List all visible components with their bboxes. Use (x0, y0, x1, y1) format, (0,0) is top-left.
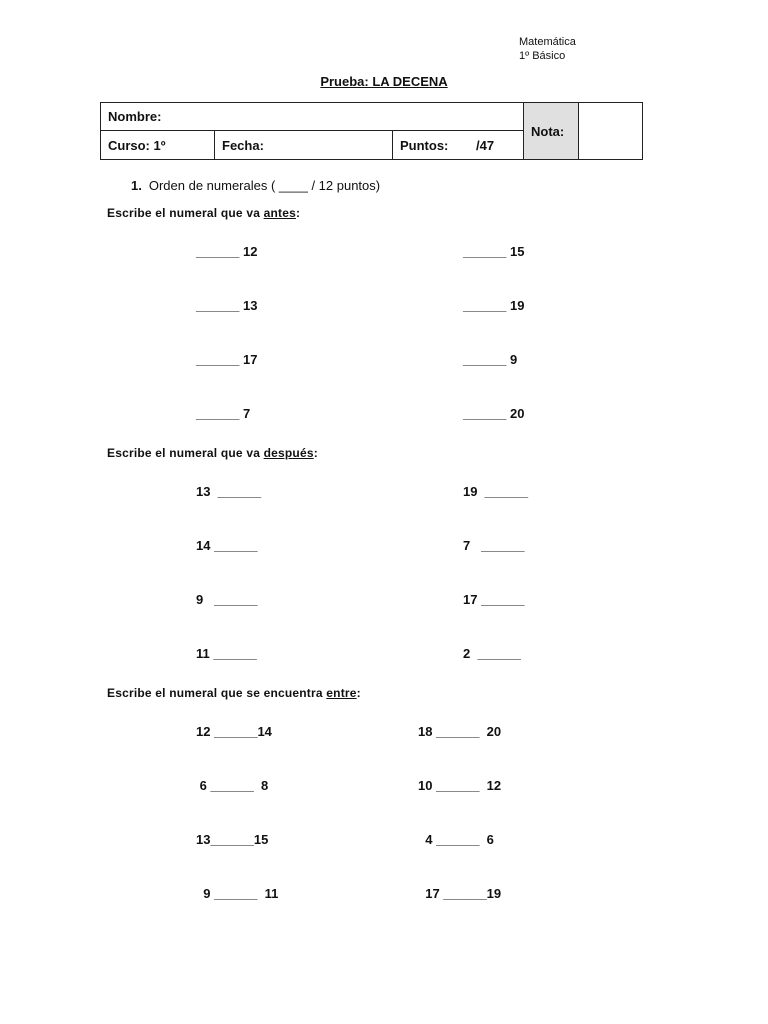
question-1-number: 1. (131, 178, 142, 193)
nota-label: Nota: (524, 103, 579, 160)
despues-item[interactable]: 11 ______ (196, 646, 257, 661)
puntos-label: Puntos: (400, 137, 449, 153)
instruction-antes-suffix: : (295, 206, 301, 220)
antes-item[interactable]: ______ 17 (196, 352, 258, 367)
question-1 (131, 178, 380, 193)
instruction-antes-prefix: Escribe el numeral que va (107, 206, 264, 220)
despues-item[interactable]: 2 ______ (463, 646, 521, 661)
entre-item[interactable]: 18 ______ 20 (418, 724, 502, 739)
antes-item[interactable]: ______ 15 (463, 244, 525, 259)
nota-field[interactable] (579, 103, 643, 160)
antes-item[interactable]: ______ 9 (463, 352, 518, 367)
instruction-antes-keyword: antes (263, 206, 296, 220)
subject-label: Matemática (519, 36, 576, 48)
instruction-despues-keyword: después (263, 446, 314, 460)
instruction-despues-prefix: Escribe el numeral que va (107, 446, 264, 460)
student-info-table (100, 102, 643, 160)
grade-label: 1º Básico (519, 50, 566, 62)
fecha-field[interactable]: Fecha: (215, 131, 393, 160)
antes-item[interactable]: ______ 7 (196, 406, 251, 421)
instruction-entre-prefix: Escribe el numeral que se encuentra (107, 686, 327, 700)
puntos-total: /47 (476, 137, 495, 153)
puntos-field (393, 131, 524, 160)
instruction-despues-suffix: : (313, 446, 318, 460)
entre-item[interactable]: 17 ______19 (418, 886, 502, 901)
nombre-field[interactable]: Nombre: (101, 103, 524, 131)
page-title (0, 74, 768, 89)
page-title-text: Prueba: LA DECENA (320, 74, 448, 89)
entre-item[interactable]: 13______15 (196, 832, 269, 847)
instruction-entre-keyword: entre (326, 686, 357, 700)
instruction-entre (107, 686, 361, 700)
instruction-entre-suffix: : (356, 686, 361, 700)
entre-item[interactable]: 4 ______ 6 (418, 832, 494, 847)
question-1-text: Orden de numerales ( ____ / 12 puntos) (148, 178, 381, 193)
antes-item[interactable]: ______ 12 (196, 244, 258, 259)
entre-item[interactable]: 12 ______14 (196, 724, 272, 739)
antes-item[interactable]: ______ 13 (196, 298, 258, 313)
entre-item[interactable]: 6 ______ 8 (196, 778, 269, 793)
despues-item[interactable]: 14 ______ (196, 538, 258, 553)
antes-item[interactable]: ______ 20 (463, 406, 525, 421)
despues-item[interactable]: 17 ______ (463, 592, 525, 607)
entre-item[interactable]: 9 ______ 11 (196, 886, 279, 901)
entre-item[interactable]: 10 ______ 12 (418, 778, 502, 793)
despues-item[interactable]: 7 ______ (463, 538, 525, 553)
despues-item[interactable]: 9 ______ (196, 592, 258, 607)
despues-item[interactable]: 19 ______ (463, 484, 529, 499)
instruction-despues (107, 446, 318, 460)
instruction-antes (107, 206, 300, 220)
antes-item[interactable]: ______ 19 (463, 298, 525, 313)
despues-item[interactable]: 13 ______ (196, 484, 262, 499)
curso-field: Curso: 1º (101, 131, 215, 160)
